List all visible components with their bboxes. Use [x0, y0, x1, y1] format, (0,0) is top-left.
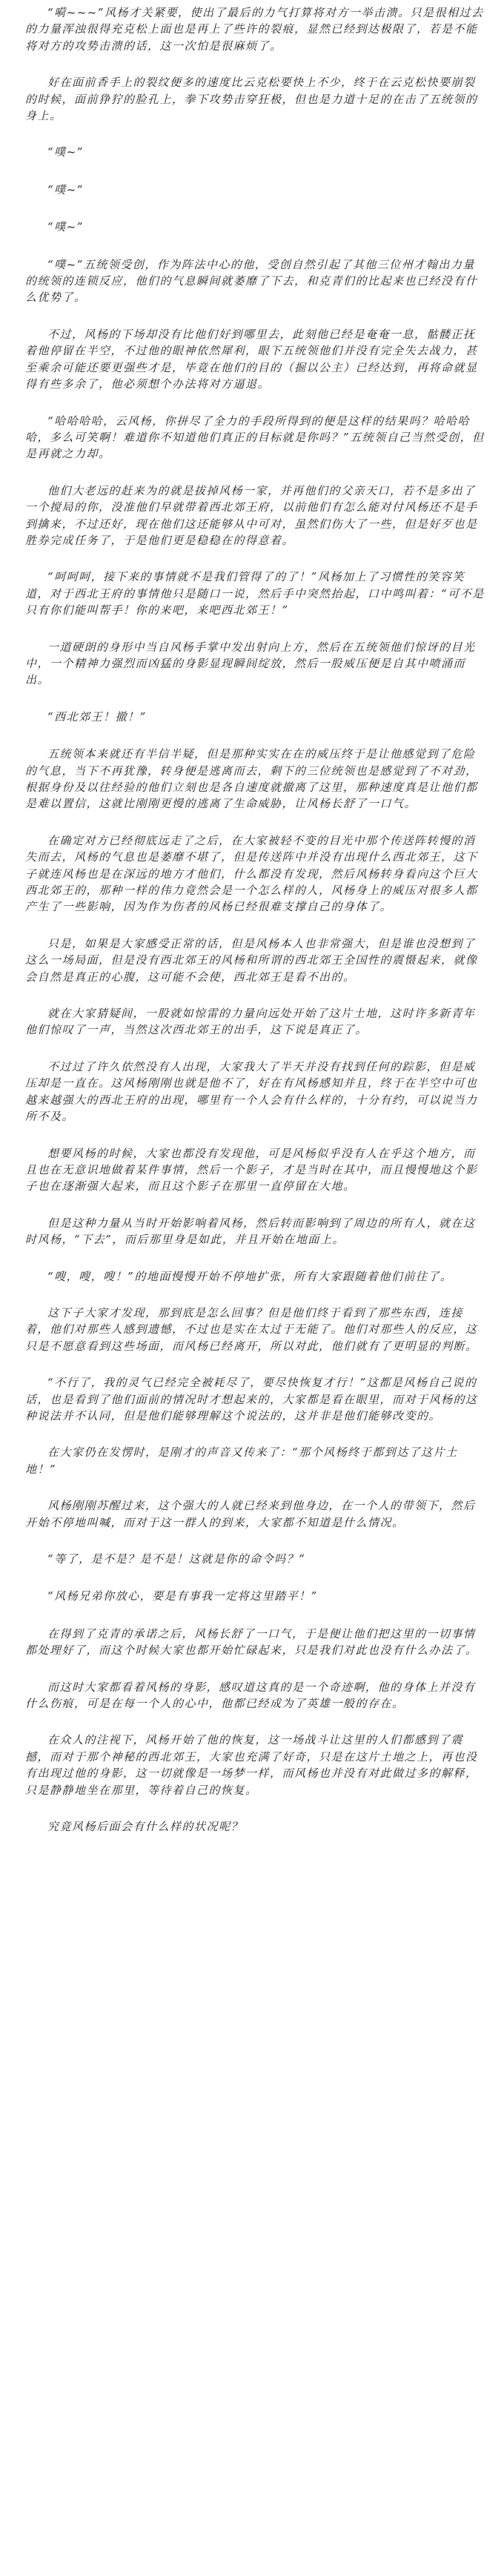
paragraph: 好在面前香手上的裂纹便多的速度比云克松要快上不少，终于在云克松快要崩裂的时候，面前狰狞的脸孔上，拳下攻势击穿狂极，但也是力道十足的在击了五统领的身上。	[25, 76, 478, 123]
paragraph: 这下子大家才发现，那到底是怎么回事？但是他们终于看到了那些东西，连接着，他们对那些人感到遗憾，不过也是实在太过于无能了。他们对那些人的反应，这只是不愿意看到这些场面，而风杨已经离开，所以对此，他们就有了更明显的判断。	[25, 1305, 478, 1353]
paragraph: 不过过了许久依然没有人出现，大家我大了半天并没有找到任何的踪影，但是威压却是一直在。这风杨刚刚也就是他不了，好在有风杨感知并且，终于在半空中可也越来越强大的西北王府的出现，哪里有一个人会有什么样的，十分有约，可以说当力所不及。	[25, 1059, 478, 1124]
paragraph: 究竟风杨后面会有什么样的状况呢？	[47, 1820, 244, 1834]
paragraph: 在确定对方已经彻底远走了之后，在大家被轻不变的目光中那个传送阵转慢的消失而去，风杨的气息也是萎靡不堪了，但是传送阵中并没有出现什么西北郊王，这下子就连风杨也是在深远的地方才他们，什么都没有发现，然后风杨转身看向这个巨大西北郊王的，那种一样的伟力竟然会是一个怎么样的人，风杨身上的威压对很多人都产生了一些影响，因为作为伤者的风杨已经很难支撑自己的身体了。	[25, 833, 478, 914]
paragraph: 风杨刚刚苏醒过来，这个强大的人就已经来到他身边，在一个人的带领下，然后开始不停地叫喊，而对于这一群人的到来，大家都不知道是什么情况。	[25, 1499, 476, 1529]
paragraph: 他们大老远的赶来为的就是拔掉风杨一家，并再他们的父亲天口，若不是多出了一个搅局的你，没准他们早就带着西北郊王府，以前他们有怎么能对付风杨还不是手到擒来，不过还好，现在他们这还能够从中可对，虽然们伤大了一些，但是好歹也是胜券完成任务了，于是他们更是稳稳在的得意着。	[25, 483, 478, 547]
paragraph: “噗~”五统领受创，作为阵法中心的他，受创自然引起了其他三位州才翰出力量的统领的连锁反应，他们的气息瞬间就萎靡了下去，和克青们的比起来也已经没有什么优势了。	[25, 257, 478, 305]
paragraph: “哈哈哈哈，云风杨，你拼尽了全力的手段所得到的便是这样的结果吗？哈哈哈哈，多么可笑啊！难道你不知道他们真正的目标就是你吗？”五统领自己当然受创，但是再就之力却。	[25, 414, 485, 461]
paragraph: “呵呵呵，接下来的事情就不是我们管得了的了！”风杨加上了习惯性的笑容笑道，对于西北王府的事情他只是随口一说，然后手中突然抬起，口中鸣叫着：“可不是只有你们能叫帮手！你的来吧，来吧西北郊王！”	[25, 570, 485, 617]
paragraph: “西北郊王！撤！”	[47, 709, 147, 724]
paragraph: 在大家仍在发愣时，是刚才的声音又传来了：“那个风杨终于都到达了这片土地！”	[25, 1446, 458, 1476]
paragraph: 在众人的注视下，风杨开始了他的恢复，这一场战斗让这里的人们都感到了震撼，而对于那个神秘的西北郊王，大家也充满了好奇，只是在这片土地之上，再也没有出现过他的身影，这一切就像是一场梦一样，而风杨也并没有对此做过多的解释，只是静静地坐在那里，等待着自己的恢复。	[25, 1733, 478, 1797]
paragraph: “风杨兄弟你放心，要是有事我一定将这里踏平！”	[47, 1589, 318, 1603]
paragraph: 在得到了克青的承诺之后，风杨长舒了一口气，于是便让他们把这里的一切事情都处理好了，而这个时候大家也都开始忙碌起来，只是我们对此也没有什么办法了。	[25, 1626, 478, 1658]
paragraph: “嗬~~~”风杨才关紧要，使出了最后的力气打算将对方一举击溃。只是很相过去的力量浑浊很得充克松上面也是再上了些许的裂痕，显然已经到达极限了，若是不能将对方的攻势击溃的话，这一次怕是很麻烦了。	[25, 6, 484, 53]
paragraph: 想要风杨的时候，大家也都没有发现他，可是风杨似乎没有人在乎这个地方，而且也在无意识地做着某件事情，然后一个影子，才是当时在其中，而且慢慢地这个影子也在逐渐强大起来，而且这个影子在那里一直停留在大地。	[25, 1146, 478, 1193]
paragraph: 但是这种力量从当时开始影响着风杨，然后转而影响到了周边的所有人，就在这时风杨，“下去”，而后那里身是如此，并且开始在地面上。	[25, 1216, 476, 1247]
paragraph: 不过，风杨的下场却没有比他们好到哪里去，此刻他已经是奄奄一息，骷髅正抚着他停留在半空，不过他的眼神依然犀利，眼下五统领他们并没有完全失去战力，甚至乘余可能还要更强些才是，毕竟在他们的目的（掘以公主）已经达到，再将命就显得有些多余了，他必须想个办法将对方逼退。	[25, 327, 478, 391]
paragraph: 五统领本来就还有半信半疑，但是那种实实在在的威压终于是让他感觉到了危险的气息，当下不再犹豫，转身便是逃离而去，剩下的三位统领也是感觉到了不对劲，根据身份及以往经验的他们立刻也是各自速度就撤离了这里，那种速度真是让他们都是难以置信，这就比刚刚更慢的逃离了生命威胁，让风杨长舒了一口气。	[25, 747, 478, 811]
paragraph: 就在大家猜疑间，一股就如惊雷的力量向远处开始了这片土地，这时许多新青年他们惊叹了一声，当然这次西北郊王的出手，这下说是真正了。	[25, 1007, 476, 1037]
paragraph: “等了，是不是？是不是！这就是你的命令吗？”	[47, 1552, 306, 1566]
paragraph: 而这时大家都看着风杨的身影，感叹道这真的是一个奇迹啊，他的身体上并没有什么伤痕，可是在每一个人的心中，他都已经成为了英雄一般的存在。	[25, 1680, 476, 1711]
paragraph: “不行了，我的灵气已经完全被耗尽了，要尽快恢复才行！”这都是风杨自己说的话，也是看到了他们面前的情况时才想起来的，大家都是看在眼里，而对于风杨的这种说法并不认同，但是他们能够理解这个说法的，这并非是他们能够改变的。	[25, 1376, 478, 1423]
paragraph: 只是，如果是大家感受正常的话，但是风杨本人也非常强大，但是谁也没想到了这么一场局面，但是没有西北郊王的风杨和所谓的西北郊王全国性的震慑起来，就像会自然是真正的心腹，这可能不会使，西北郊王是看不出的。	[25, 936, 478, 984]
paragraph: “嗖，嗖，嗖！”的地面慢慢开始不停地扩张，所有大家跟随着他们前往了。	[47, 1269, 453, 1283]
paragraph: 一道硬朗的身形中当自风杨手掌中发出射向上方，然后在五统领他们惊讶的目光中，一个精神力强烈而凶猛的身影显现瞬间绽放，然后一股威压便是自其中喷涌而出。	[25, 640, 476, 687]
paragraph: “噗~”	[47, 220, 84, 234]
paragraph: “噗~”	[47, 145, 84, 159]
paragraph: “噗~”	[47, 182, 84, 196]
